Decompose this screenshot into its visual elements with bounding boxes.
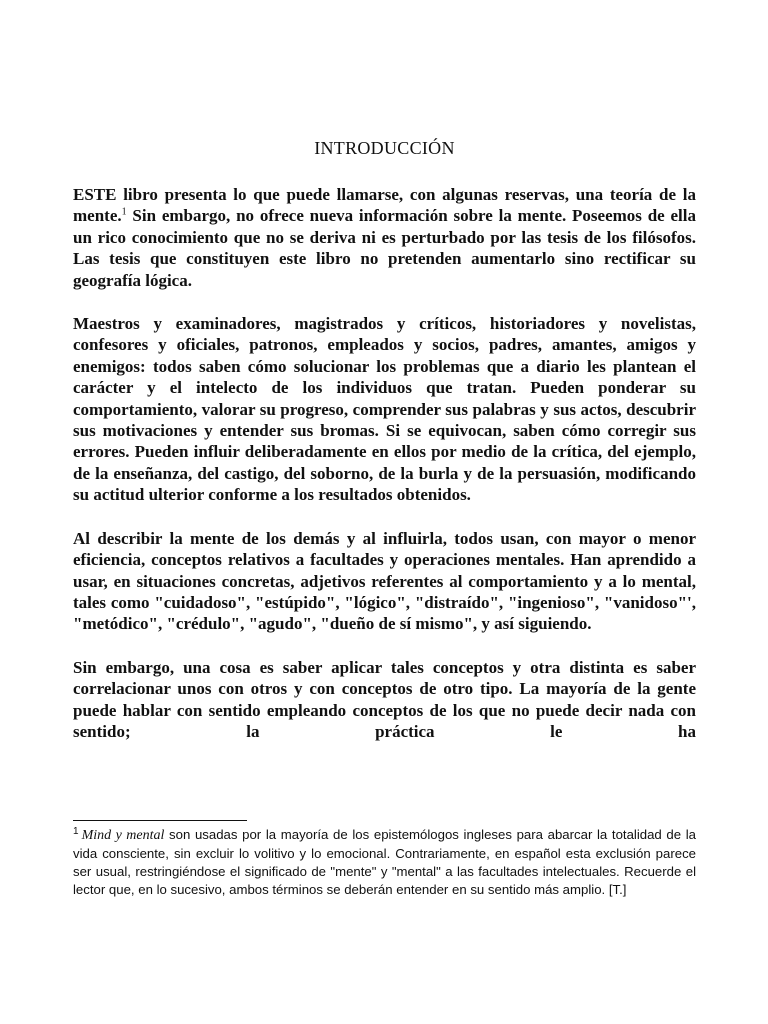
paragraph-1-text-a: ESTE libro presenta lo que puede llamarse, con algunas reservas, una teoría de la mente. bbox=[73, 185, 696, 226]
chapter-title: INTRODUCCIÓN bbox=[314, 138, 455, 158]
footnote-text: son usadas por la mayoría de los epistemólogos ingleses para abarcar la totalidad de la vida consciente, sin excluir lo volitivo y lo emocional. Contrariamente, en español esta exclusión parece ser usual, restringiéndose el significado de "mente" y "mental" a las facultades intelectuales. Recuerde el lector que, en lo sucesivo, ambos términos se deberán entender en su sentido más amplio. [T.] bbox=[73, 827, 696, 897]
paragraph-3: Al describir la mente de los demás y al influirla, todos usan, con mayor o menor eficiencia, conceptos relativos a facultades y operaciones mentales. Han aprendido a usar, en situaciones concretas, adjetivos referentes al comportamiento y a lo mental, tales como "cuidadoso", "estúpido", "lógico", "distraído", "ingenioso", "vanidoso"', "metódico", "crédulo", "agudo", "dueño de sí mismo", y así siguiendo. bbox=[73, 528, 696, 634]
footnote-italic-terms: Mind y mental bbox=[81, 828, 165, 843]
paragraph-4: Sin embargo, una cosa es saber aplicar tales conceptos y otra distinta es saber correlacionar unos con otros y con conceptos de otro tipo. La mayoría de la gente puede hablar con sentido empleando conceptos de los que no puede decir nada con sentido; la práctica le ha bbox=[73, 657, 696, 741]
footnote-divider bbox=[73, 820, 247, 821]
paragraph-1 bbox=[73, 184, 696, 291]
page-body bbox=[73, 132, 696, 764]
footnote-mark: 1 bbox=[73, 825, 79, 837]
footnote-reference[interactable]: 1 bbox=[121, 206, 127, 218]
footnote bbox=[73, 826, 696, 899]
paragraph-2: Maestros y examinadores, magistrados y críticos, historiadores y novelistas, confesores y oficiales, patronos, empleados y socios, padres, amantes, amigos y enemigos: todos saben cómo solucionar los problemas que a diario les plantean el carácter y el intelecto de los individuos que tratan. Pueden ponderar su comportamiento, valorar su progreso, comprender sus palabras y sus actos, descubrir sus motivaciones y entender sus bromas. Si se equivocan, saben cómo corregir sus errores. Pueden influir deliberadamente en ellos por medio de la crítica, del ejemplo, de la enseñanza, del castigo, del soborno, de la burla y de la persuasión, modificando su actitud ulterior conforme a los resultados obtenidos. bbox=[73, 314, 696, 505]
paragraph-1-text-b: Sin embargo, no ofrece nueva información sobre la mente. Poseemos de ella un rico conocimiento que no se deriva ni es perturbado por las tesis de los filósofos. Las tesis que constituyen este libro no pretenden aumentarlo sino rectificar su geografía lógica. bbox=[73, 206, 696, 290]
